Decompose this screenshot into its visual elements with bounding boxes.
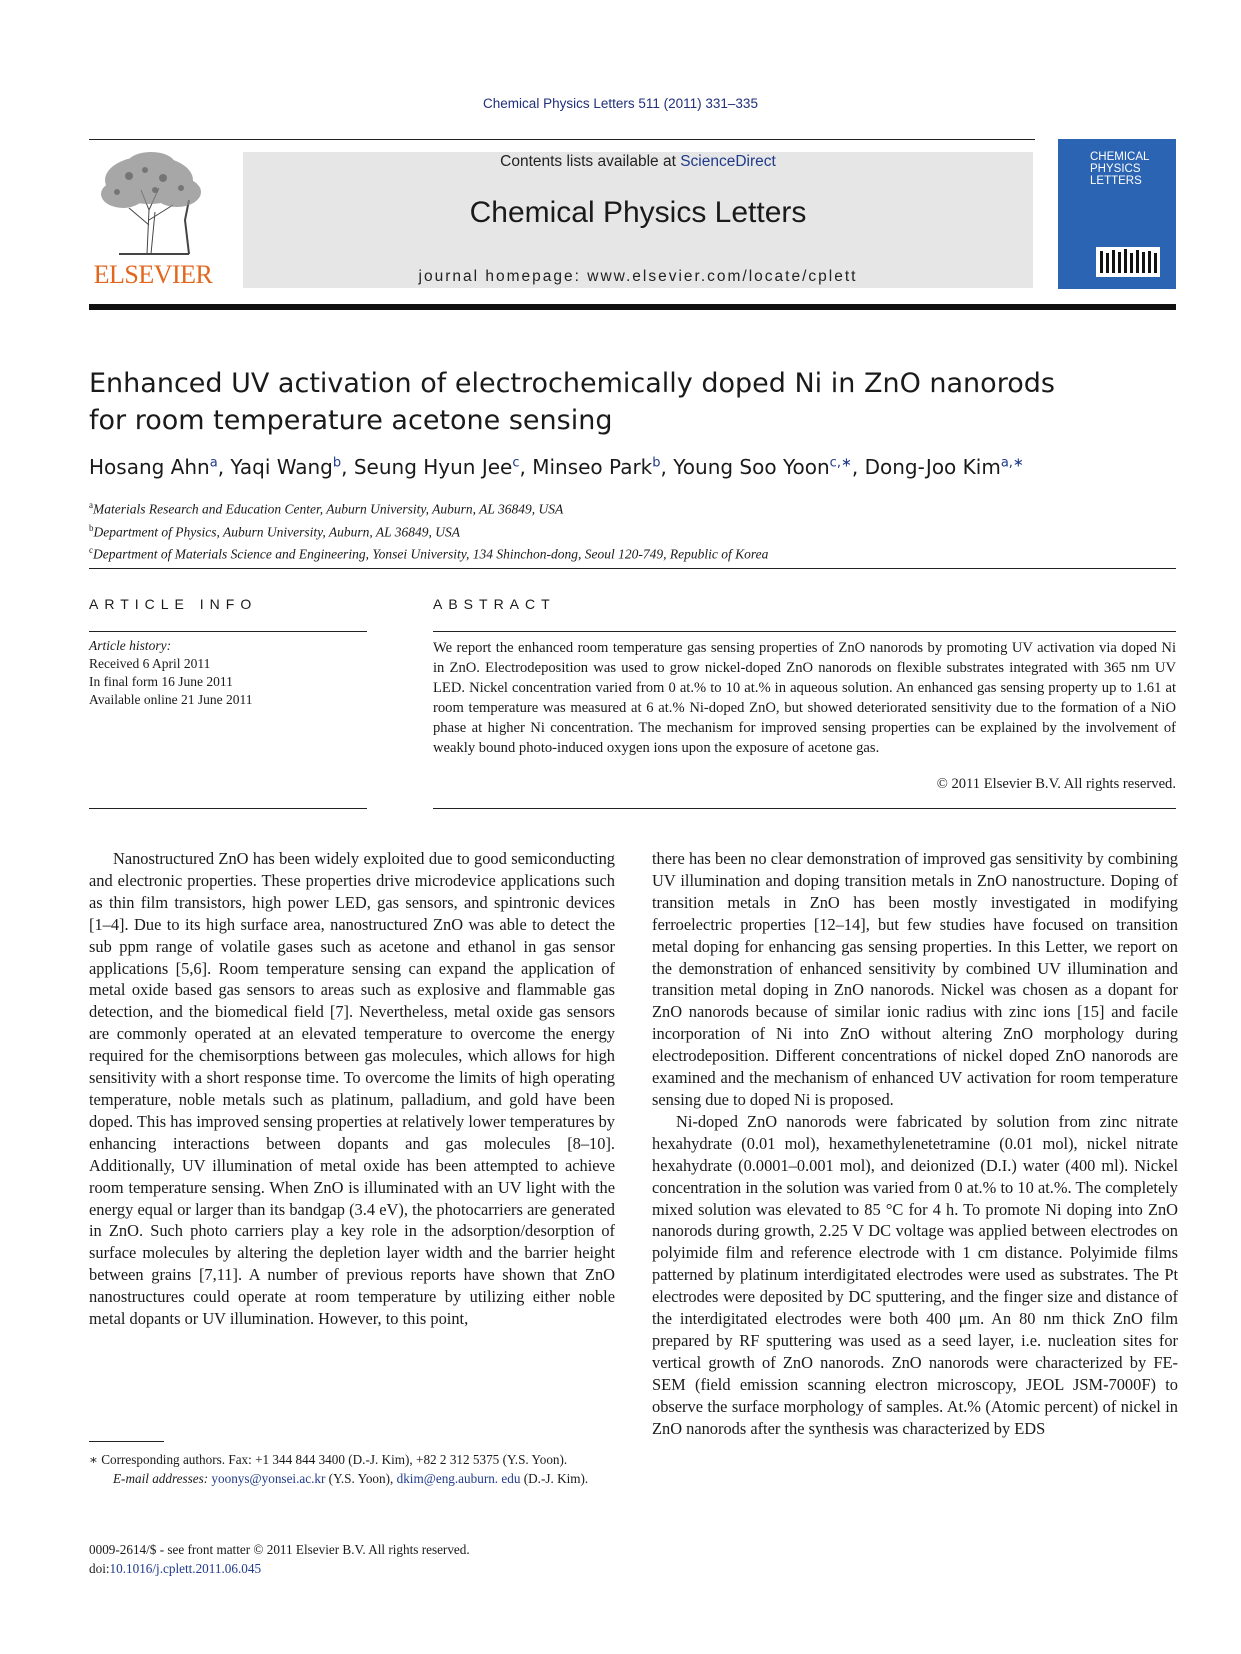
issn-line: 0009-2614/$ - see front matter © 2011 Elsevier B.V. All rights reserved. [89, 1542, 470, 1557]
affiliation-text: Department of Physics, Auburn University, Auburn, AL 36849, USA [93, 524, 460, 539]
cover-title-line: LETTERS [1090, 175, 1142, 187]
history-final-form: In final form 16 June 2011 [89, 674, 233, 689]
cover-title-line: PHYSICS [1090, 163, 1141, 175]
abstract-rule [433, 631, 1176, 632]
body-column-right [652, 848, 1178, 1439]
imprint [89, 1540, 615, 1578]
author-affiliation-mark[interactable]: a [209, 455, 218, 471]
article-history [89, 637, 367, 709]
author-name: Dong-Joo Kim [864, 455, 1001, 479]
affiliation-rule [89, 568, 1176, 569]
journal-homepage[interactable]: journal homepage: www.elsevier.com/locate/cplett [418, 268, 858, 285]
article-info-rule [89, 631, 367, 632]
author-affiliation-mark[interactable]: b [652, 455, 661, 471]
cover-art-icon [1096, 247, 1160, 277]
abstract-text: We report the enhanced room temperature gas sensing properties of ZnO nanorods by promoting UV activation via doped Ni in ZnO. Electrodeposition was used to grow nickel-doped ZnO nanorods on flexible substrates integrated with 365 nm UV LED. Nickel concentration varied from 0 at.% to 10 at.% in aqueous solution. An enhanced gas sensing property up to 1.61 at room temperature was measured at 6 at.% Ni-doped ZnO, but showed deteriorated sensitivity due to the formation of a NiO phase at higher Ni concentration. The mechanism for improved sensing properties can be explained by the involvement of weakly bound photo-induced oxygen ions upon the exposure of acetone gas. [433, 640, 1176, 756]
doi-line [89, 1559, 615, 1578]
email-note [89, 1469, 615, 1488]
author-name: Hosang Ahn [89, 455, 210, 479]
author-name: Seung Hyun Jee [353, 455, 513, 479]
corresponding-author-note: ∗ Corresponding authors. Fax: +1 344 844 3400 (D.-J. Kim), +82 2 312 5375 (Y.S. Yoon). [89, 1452, 568, 1467]
header-bottom-rule [89, 304, 1176, 310]
author-name: Minseo Park [532, 455, 653, 479]
body-paragraph: Nanostructured ZnO has been widely exploited due to good semiconducting and electronic properties. These properties drive microdevice applications such as thin film transistors, high power LED, gas sensors, and spintronic devices [1–4]. Due to its high surface area, nanostructured ZnO was able to detect the sub ppm range of volatile gases such as acetone and ethanol in gas sensor applications [5,6]. Room temperature sensing can expand the application of metal oxide based gas sensors to areas such as explosive and flammable gas detection, and the biomedical field [7]. Nevertheless, metal oxide gas sensors are commonly operated at an elevated temperature to overcome the energy required for the chemisorptions between gas molecules, which allows for high sensitivity with a short response time. To overcome the limits of high operating temperature, noble metals such as platinum, palladium, and gold have been doped. This has improved sensing properties at relatively lower temperatures by enhancing interactions between dopants and gas molecules [8–10]. Additionally, UV illumination of metal oxide has been attempted to achieve room temperature sensing. When ZnO is illuminated with an UV light with the energy equal or larger than its bandgap (3.4 eV), the photocarriers are generated in ZnO. Such photo carriers play a key role in the adsorption/desorption of surface molecules by altering the depletion layer width and the barrier height between grains [7,11]. A number of previous reports have shown that ZnO nanostructures could operate at room temperature by utilizing either noble metal dopants or UV illumination. However, to this point, [89, 849, 615, 1329]
doi-prefix: doi: [89, 1561, 110, 1576]
cover-title [1090, 151, 1149, 187]
article-info-heading: ARTICLE INFO [89, 596, 258, 612]
affiliation-list [89, 496, 1189, 564]
author-list: Hosang Ahn$^a$, Yaqi Wang$^b$, Seung Hyun Jee$^c$, Minseo Park$^b$, Young Soo Yoon$^{c,∗}$, Dong-Joo Kim$^{a,∗}$ [89, 455, 1024, 479]
article-title-line: for room temperature acetone sensing [89, 405, 613, 436]
article-title-line: Enhanced UV activation of electrochemically doped Ni in ZnO nanorods [89, 368, 1055, 399]
author-affiliation-mark[interactable]: c,∗ [829, 455, 852, 471]
history-received: Received 6 April 2011 [89, 656, 211, 671]
email-owner: (D.-J. Kim). [520, 1471, 589, 1486]
publisher-name: ELSEVIER [93, 260, 213, 289]
history-online: Available online 21 June 2011 [89, 692, 253, 707]
author-affiliation-mark[interactable]: b [332, 455, 342, 471]
elsevier-tree-icon [89, 150, 217, 258]
body-paragraph: Ni-doped ZnO nanorods were fabricated by solution from zinc nitrate hexahydrate (0.01 mol), hexamethylenetetramine (0.01 mol), nickel nitrate hexahydrate (0.0001–0.001 mol), and deionized (D.I.) water (400 ml). Nickel concentration in the solution was varied from 0 at.% to 10 at.%. The completely mixed solution was elevated to 85 °C for 4 h. To promote Ni doping into ZnO nanorods during growth, 2.25 V DC voltage was applied between electrodes on polyimide film and reference electrode with 1 cm distance. Polyimide films patterned by platinum interdigitated electrodes were used as substrates. The Pt electrodes were deposited by DC sputtering, and the finger size and distance of the interdigitated electrodes were both 400 μm. An 80 nm thick ZnO film prepared by RF sputtering was used as a seed layer, i.e. nucleation sites for vertical growth of ZnO nanorods. ZnO nanorods were characterized by FE-SEM (field emission scanning electron microscopy, JEOL JSM-7000F) to observe the surface morphology of samples. At.% (Atomic percent) of nickel in ZnO nanorods after the synthesis was characterized by EDS [652, 1111, 1178, 1438]
email-link[interactable]: dkim@eng.auburn. edu [396, 1471, 521, 1486]
author-name: Young Soo Yoon [673, 455, 830, 479]
email-label: E-mail addresses: [113, 1471, 209, 1486]
affiliation-text: Materials Research and Education Center, Auburn University, Auburn, AL 36849, USA [93, 501, 564, 517]
abstract-bottom-rule [433, 808, 1176, 809]
footnote-rule [89, 1441, 164, 1442]
cover-title-line: CHEMICAL [1090, 151, 1150, 163]
contents-prefix: Contents lists available at [500, 153, 681, 170]
doi-link[interactable]: 10.1016/j.cplett.2011.06.045 [109, 1561, 262, 1576]
author-name: Yaqi Wang [230, 455, 333, 479]
sciencedirect-link[interactable]: ScienceDirect [680, 153, 776, 170]
affiliation-item [89, 496, 1189, 519]
affiliation-mark: a [89, 500, 93, 510]
email-owner: (Y.S. Yoon), [325, 1471, 397, 1486]
affiliation-text: Department of Materials Science and Engineering, Yonsei University, 134 Shinchon-dong, Seoul 120-749, Republic of Korea [93, 546, 769, 562]
affiliation-mark: b [89, 522, 94, 533]
body-column-left [89, 848, 615, 1330]
contents-line [243, 153, 1033, 171]
author-affiliation-mark[interactable]: c [512, 455, 520, 471]
publisher-logo[interactable] [89, 150, 217, 290]
abstract-copyright: © 2011 Elsevier B.V. All rights reserved. [936, 776, 1176, 792]
affiliation-item [89, 541, 1189, 564]
affiliation-mark: c [89, 545, 93, 555]
article-title [89, 365, 1089, 439]
header-top-rule [89, 139, 1035, 140]
email-link[interactable]: yoonys@yonsei.ac.kr [211, 1471, 326, 1486]
journal-banner [243, 152, 1033, 288]
body-paragraph: there has been no clear demonstration of improved gas sensitivity by combining UV illumination and doping transition metals in ZnO nanostructure. Doping of transition metals in ZnO has been mostly investigated in modifying ferroelectric properties [12–14], but few studies have focused on transition metal doping for enhancing gas sensing properties. In this Letter, we report on the demonstration of enhanced sensitivity by combined UV illumination and transition metal doping in ZnO nanorods. Nickel was chosen as a dopant for ZnO nanorods because of similar ionic radius with zinc ions [15] and facile incorporation of Ni into ZnO without altering ZnO morphology during electrodeposition. Different concentrations of nickel doped ZnO nanorods are examined and the mechanism of enhanced UV activation for room temperature sensing due to doped Ni is proposed. [652, 849, 1178, 1109]
article-info-bottom-rule [89, 808, 367, 809]
journal-title: Chemical Physics Letters [469, 196, 807, 229]
journal-cover[interactable] [1058, 139, 1176, 289]
author-affiliation-mark[interactable]: a,∗ [1000, 455, 1024, 471]
affiliation-item [89, 519, 1189, 542]
abstract-heading: ABSTRACT [433, 596, 556, 612]
footnotes [89, 1450, 615, 1488]
history-label: Article history: [89, 638, 172, 653]
journal-reference[interactable]: Chemical Physics Letters 511 (2011) 331–335 [483, 96, 758, 111]
